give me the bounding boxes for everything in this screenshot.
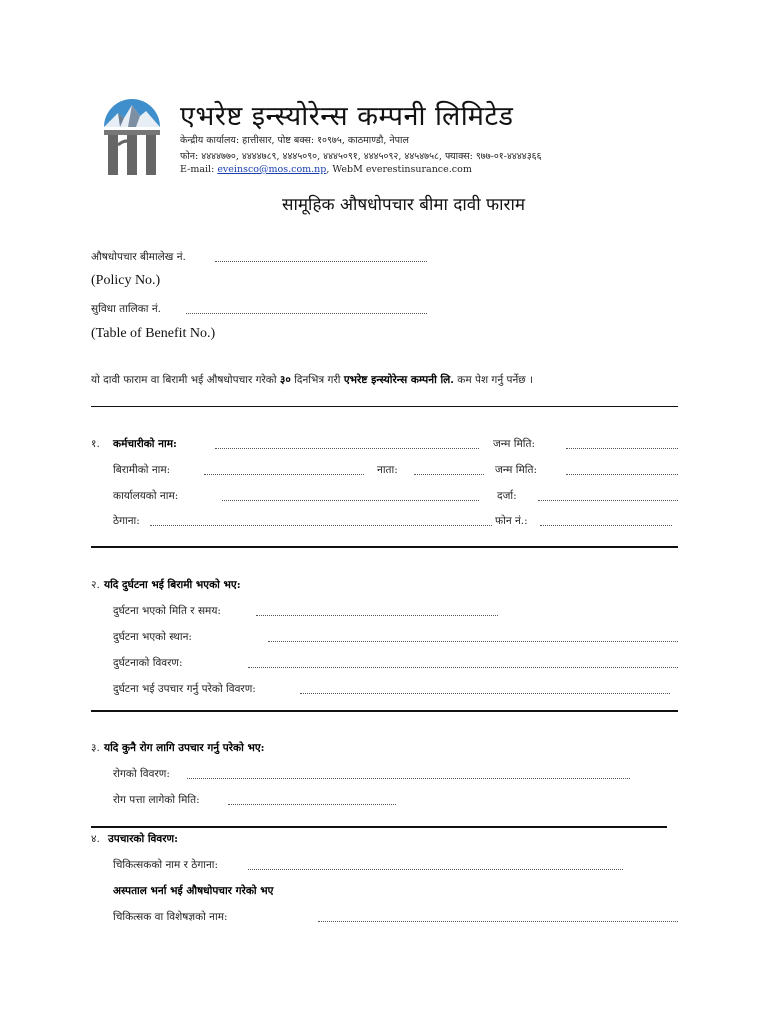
rank-field[interactable] (538, 500, 678, 501)
section4-number: ४. (91, 833, 100, 845)
section2-title: यदि दुर्घटना भई बिरामी भएको भए: (104, 579, 241, 591)
disease-date-label: रोग पत्ता लागेको मिति: (113, 794, 200, 806)
hospital-subtitle: अस्पताल भर्ना भई औषधोपचार गरेको भए (113, 885, 274, 897)
email-label: E-mail: (180, 164, 215, 175)
section4-title: उपचारको विवरण: (108, 833, 178, 845)
disease-date-field[interactable] (228, 804, 396, 805)
company-name: एभरेष्ट इन्स्योरेन्स कम्पनी लिमिटेड (180, 101, 514, 132)
company-logo (98, 97, 166, 183)
specialist-label: चिकित्सक वा विशेषज्ञको नाम: (113, 911, 228, 923)
employee-name-label: कर्मचारीको नाम: (113, 438, 177, 450)
benefit-field[interactable] (186, 313, 427, 314)
employee-dob-field[interactable] (566, 448, 678, 449)
benefit-label: सुविधा तालिका नं. (91, 303, 161, 315)
divider (91, 826, 667, 828)
patient-name-field[interactable] (204, 474, 364, 475)
disease-label: रोगको विवरण: (113, 768, 170, 780)
doctor-field[interactable] (248, 869, 623, 870)
policy-label-en: (Policy No.) (91, 273, 161, 288)
divider (91, 546, 678, 548)
address-field[interactable] (150, 525, 492, 526)
phone-label: फोन नं.: (495, 515, 528, 527)
accident-treatment-label: दुर्घटना भई उपचार गर्नु परेको विवरण: (113, 683, 256, 695)
form-title: सामूहिक औषधोपचार बीमा दावी फाराम (282, 195, 526, 215)
patient-dob-field[interactable] (566, 474, 678, 475)
office-name-field[interactable] (222, 500, 479, 501)
accident-place-field[interactable] (268, 641, 678, 642)
specialist-field[interactable] (318, 921, 678, 922)
accident-details-label: दुर्घटनाको विवरण: (113, 657, 183, 669)
section2-number: २. (91, 579, 100, 591)
disease-field[interactable] (187, 778, 630, 779)
relation-field[interactable] (414, 474, 484, 475)
phone-fax: फोन: ४४४४७७०, ४४४४७८९, ४४४५०९०, ४४४५०९१, ४४४५०९२, ४४५४७५८, फ्याक्स: ९७७-०१-४४४४३६६ (180, 151, 542, 162)
office-name-label: कार्यालयको नाम: (113, 490, 179, 502)
patient-name-label: बिरामीको नाम: (113, 464, 171, 476)
benefit-label-en: (Table of Benefit No.) (91, 326, 216, 341)
employee-name-field[interactable] (215, 448, 479, 449)
doctor-label: चिकित्सककाे नाम र ठेगाना: (113, 859, 219, 871)
office-address: केन्द्रीय कार्यालय: हात्तीसार, पोष्ट बक्स: १०९७५, काठमाण्डौ, नेपाल (180, 135, 409, 146)
accident-treatment-field[interactable] (300, 693, 670, 694)
divider (91, 710, 678, 712)
section3-number: ३. (91, 742, 100, 754)
notice: यो दावी फाराम वा बिरामी भई औषधोपचार गरेको ३० दिनभित्र गरी एभरेष्ट इन्स्योरेन्स कम्पनी लि. कम पेश गर्नु पर्नेछ । (91, 374, 533, 386)
employee-dob-label: जन्म मिति: (493, 438, 535, 450)
patient-dob-label: जन्म मिति: (495, 464, 537, 476)
accident-datetime-label: दुर्घटना भएको मिति र समय: (113, 605, 221, 617)
website: , WebM everestinsurance.com (326, 164, 472, 175)
accident-datetime-field[interactable] (256, 615, 498, 616)
policy-label: औषधोपचार बीमालेख नं. (91, 251, 186, 263)
email-link[interactable]: eveinsco@mos.com.np (217, 164, 327, 175)
relation-label: नाता: (377, 464, 398, 476)
divider (91, 406, 678, 407)
policy-field[interactable] (215, 261, 427, 262)
accident-place-label: दुर्घटना भएको स्थान: (113, 631, 192, 643)
address-label: ठेगाना: (113, 515, 140, 527)
email-web (180, 164, 472, 175)
phone-field[interactable] (540, 525, 672, 526)
rank-label: दर्जा: (497, 490, 517, 502)
section3-title: यदि कुनै रोग लागि उपचार गर्नु परेको भए: (104, 742, 265, 754)
section1-number: १. (91, 438, 100, 450)
accident-details-field[interactable] (248, 667, 678, 668)
